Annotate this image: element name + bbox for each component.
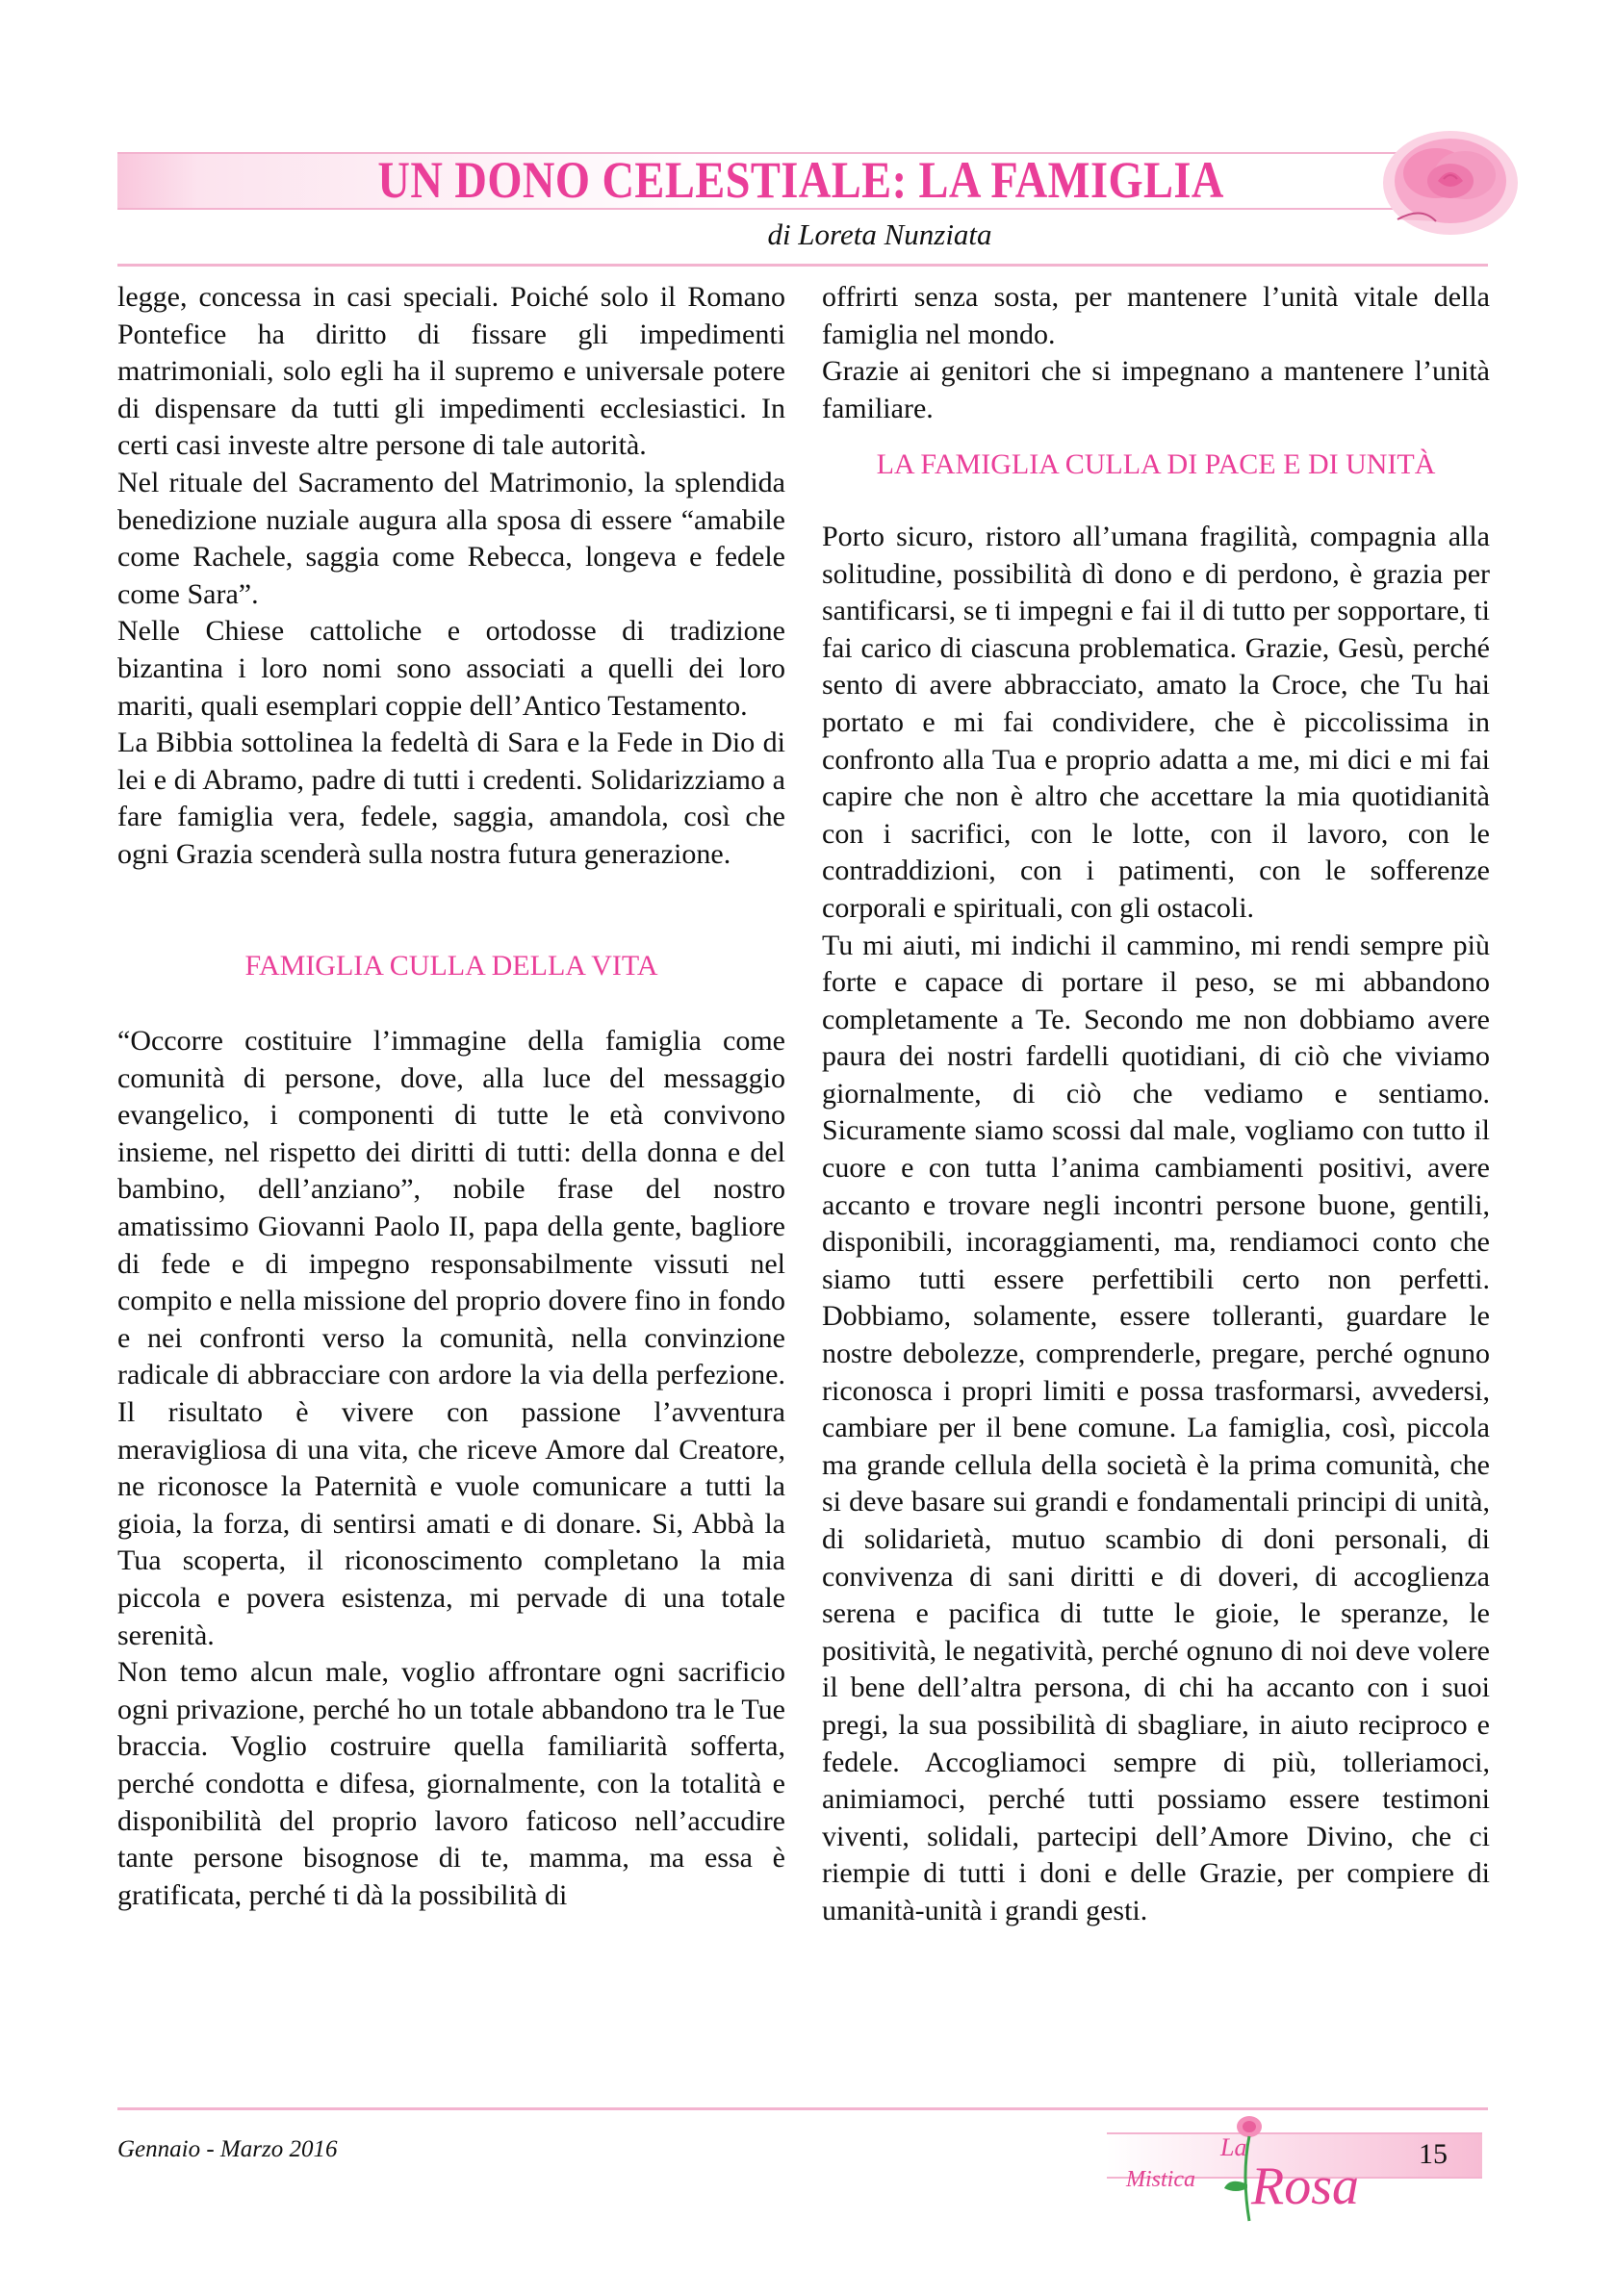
paragraph: Porto sicuro, ristoro all’umana fragilità, compagnia alla solitudine, possibilità dì dono e di perdono, è grazia per santificarsi, se ti impegni e fai il di tutto per sopportare, ti fai carico di ciascuna problematica. Grazie, Gesù, perché sento di avere abbracciato, amato la Croce, che Tu hai portato e mi fai condividere, che è piccolissima in confronto alla Tua e proprio adatta a me, mi dici e mi fai capire che non è altro che accettare la mia quotidianità con i sacrifici, con le lotte, con il lavoro, con le contraddizioni, con i patimenti, con le sofferenze corporali e spirituali, con gli ostacoli. xyxy=(822,520,1490,924)
paragraph: “Occorre costituire l’immagine della famiglia come comunità di persone, dove, alla luce del messaggio evangelico, i componenti di tutte le età convivono insieme, nel rispetto dei diritti di tutti: della donna e del bambino, dell’anziano”, nobile frase del nostro amatissimo Giovanni Paolo II, papa della gente, bagliore di fede e di impegno responsabilmente vissuti nel compito e nella missione del proprio dovere fino in fondo e nei confronti verso la comunità, nella convinzione radicale di abbracciare con ardore la via della perfezione. Il risultato è vivere con passione l’avventura meravigliosa di una vita, che riceve Amore dal Creatore, ne riconosce la Paternità e vuole comunicare a tutti la gioia, la forza, di sentirsi amati e di donare. Si, Abbà la Tua scoperta, il riconoscimento completano la mia piccola e povera esistenza, mi pervade di una totale serenità. xyxy=(117,1025,785,1651)
paragraph: Grazie ai genitori che si impegnano a mantenere l’unità familiare. xyxy=(822,355,1490,424)
page-number: 15 xyxy=(1419,2138,1448,2170)
logo-text-la: La xyxy=(1220,2133,1247,2161)
magazine-logo xyxy=(1116,2107,1405,2232)
paragraph: offrirti senza sosta, per mantenere l’unità vitale della famiglia nel mondo. xyxy=(822,281,1490,350)
section-heading: FAMIGLIA CULLA DELLA VITA xyxy=(244,949,658,982)
logo-text-rosa: Rosa xyxy=(1251,2156,1359,2216)
paragraph: Nel rituale del Sacramento del Matrimonio, la splendida benedizione nuziale augura alla sposa di essere “amabile come Rachele, saggia come Rebecca, longeva e fedele come Sara”. xyxy=(117,466,785,610)
left-column xyxy=(117,279,785,1914)
issue-date: Gennaio - Marzo 2016 xyxy=(117,2136,338,2162)
paragraph: Tu mi aiuti, mi indichi il cammino, mi rendi sempre più forte e capace di portare il peso, se mi abbandono completamente a Te. Secondo me non dobbiamo avere paura dei nostri fardelli quotidiani, di ciò che viviamo giornalmente, di ciò che vediamo e sentiamo. Sicuramente siamo scossi dal male, vogliamo con tutto il cuore e con tutta l’anima cambiamenti positivi, avere accanto e trovare negli incontri persone buone, gentili, disponibili, incoraggiamenti, ma, rendiamoci conto che siamo tutti essere perfettibili certo non perfetti. Dobbiamo, solamente, essere tolleranti, guardare le nostre debolezze, comprenderle, pregare, perché ognuno riconosca i propri limiti e possa trasformarsi, avvedersi, cambiare per il bene comune. La famiglia, così, piccola ma grande cellula della società è la prima comunità, che si deve basare sui grandi e fondamentali principi di unità, di solidarietà, mutuo scambio di doni personali, di convivenza di sani diritti e di doveri, di accoglienza serena e pacifica di tutte le gioie, le speranze, le positività, le negatività, perché ognuno di noi deve volere il bene dell’altra persona, di chi ha accanto con i suoi pregi, la sua possibilità di sbagliare, in aiuto reciproco e fedele. Accogliamoci sempre di più, tolleriamoci, animiamoci, perché tutti possiamo essere testimoni viventi, solidali, partecipi dell’Amore Divino, che ci riempie di tutti i doni e delle Grazie, per compiere di umanità-unità i grandi gesti. xyxy=(822,929,1490,1926)
article-title: UN DONO CELESTIALE: LA FAMIGLIA xyxy=(377,151,1224,209)
right-column xyxy=(822,279,1490,1930)
paragraph: Nelle Chiese cattoliche e ortodosse di tradizione bizantina i loro nomi sono associati a quelli dei loro mariti, quali esemplari coppie dell’Antico Testamento. xyxy=(117,615,785,722)
paragraph: legge, concessa in casi speciali. Poiché solo il Romano Pontefice ha diritto di fissare gli impedimenti matrimoniali, solo egli ha il supremo e universale potere di dispensare da tutti gli impedimenti ecclesiastici. In certi casi investe altre persone di tale autorità. xyxy=(117,281,785,462)
logo-text-mistica: Mistica xyxy=(1126,2167,1195,2192)
paragraph: Non temo alcun male, voglio affrontare ogni sacrificio ogni privazione, perché ho un totale abbandono tra le Tue braccia. Voglio costruire quella familiarità sofferta, perché condotta e difesa, giornalmente, con la totalità e disponibilità del proprio lavoro faticoso nell’accudire tante persone bisognose di te, mamma, ma essa è gratificata, perché ti dà la possibilità di xyxy=(117,1656,785,1911)
header-divider xyxy=(117,264,1488,267)
author-byline: di Loreta Nunziata xyxy=(767,217,992,251)
paragraph: La Bibbia sottolinea la fedeltà di Sara e la Fede in Dio di lei e di Abramo, padre di tutti i credenti. Solidarizziamo a fare famiglia vera, fedele, saggia, amandola, così che ogni Grazia scenderà sulla nostra futura generazione. xyxy=(117,727,785,870)
section-heading: LA FAMIGLIA CULLA DI PACE E DI UNITÀ xyxy=(876,448,1436,481)
